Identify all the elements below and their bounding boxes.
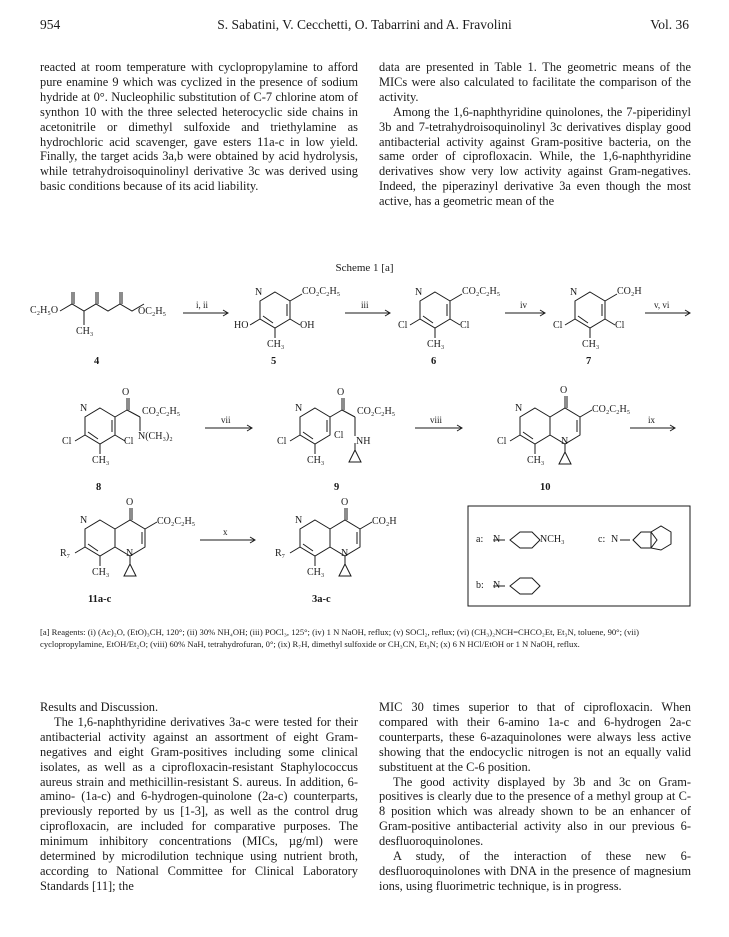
- reaction-scheme: [30, 278, 700, 623]
- atom-label: CH₃: [267, 339, 285, 350]
- structure-4: [60, 292, 144, 325]
- atom-label: N: [570, 287, 578, 298]
- atom-label: C₂H₅O: [30, 305, 59, 316]
- page-number: 954: [40, 17, 61, 32]
- scheme-title: Scheme 1 [a]: [335, 262, 394, 274]
- atom-label: N: [611, 534, 619, 545]
- atom-label: CH₃: [307, 567, 325, 578]
- atom-label: N: [255, 287, 263, 298]
- volume-label: Vol. 36: [650, 17, 689, 32]
- scheme-drawing: [30, 278, 700, 623]
- page-header: [40, 17, 689, 37]
- compound-number: 3a-c: [312, 594, 331, 605]
- atom-label: CO₂H: [372, 516, 397, 527]
- atom-label: N: [80, 403, 88, 414]
- atom-label: N(CH₃)₂: [138, 431, 173, 442]
- atom-label: Cl: [124, 436, 134, 447]
- structure-3a-c: [290, 508, 372, 576]
- scheme-footnote: [a] Reagents: (i) (Ac)₂O, (EtO)₃CH, 120°; (ii) 30% NH₄OH; (iii) POCl₃, 125°; (iv) 1 N NaOH, reflux; (v) SOCl₂, reflux; (vi) (CH₃)₂NCH=CHCO₂Et, Et₃N, toluene, 90°; (vii) cyclopropylamine, EtOH/Et₂O; (viii) 60% NaH, tetrahydrofuran, 0°; (ix) R₇H, dimethyl sulfoxide or CH₃CN, Et₃N; (x) 6 N HCl/EtOH or 1 N NaOH, reflux.: [40, 627, 639, 649]
- atom-label: N: [493, 534, 501, 545]
- atom-label: Cl: [62, 436, 72, 447]
- atom-label: N: [515, 403, 523, 414]
- atom-label: CO₂C₂H₅: [157, 516, 196, 527]
- paragraph: data are presented in Table 1. The geometric means of the MICs were also calculated to facilitate the comparison of the activity.: [379, 60, 691, 104]
- atom-label: Cl: [460, 320, 470, 331]
- atom-label: OC₂H₅: [138, 306, 167, 317]
- side-chain-label: a:: [476, 534, 484, 545]
- atom-label: R₇: [60, 548, 71, 559]
- paragraph: reacted at room temperature with cyclopropylamine to afford pure enamine 9 which was cyclized in the presence of sodium hydride at 0°. Nucleophilic substitution of C-7 chlorine atom of synthon 10 with the three selected heterocyclic side chains in acetonitrile or dimethyl sulfoxide and triethylamine as hydrochloric acid scavenger, gave esters 11a-c in low yield. Finally, the target acids 3a,b were obtained by acid hydrolysis, while tetrahydroisoquinolinyl derivative 3c was derived using basic conditions because of its acid liability.: [40, 60, 358, 194]
- atom-label: CO₂C₂H₅: [302, 286, 341, 297]
- atom-label: O: [126, 497, 134, 508]
- atom-label: N: [493, 580, 501, 591]
- paragraph: Among the 1,6-naphthyridine quinolones, the 7-piperidinyl 3b and 7-tetrahydroisoquinolinyl 3c derivatives display good antibacterial activity against Gram-positive bacteria, on the same order of ciprofloxacin. While, the 1,6-naphthyridine derivatives show very low activity against Gram-negatives. Indeed, the piperazinyl derivative 3a even though the most active, has a geometric mean of the: [379, 104, 691, 209]
- structure-7: [565, 292, 617, 338]
- reagent-label: iii: [361, 300, 369, 310]
- atom-label: O: [337, 387, 345, 398]
- atom-label: CO₂C₂H₅: [357, 406, 396, 417]
- reagent-label: v, vi: [654, 300, 670, 310]
- atom-label: HO: [234, 320, 249, 331]
- atom-label: NH: [356, 436, 371, 447]
- atom-label: Cl: [497, 436, 507, 447]
- atom-label: CH₃: [92, 455, 110, 466]
- atom-label: CH₃: [427, 339, 445, 350]
- reagent-label: i, ii: [196, 300, 209, 310]
- results-left-column: [40, 700, 358, 894]
- compound-number: 11a-c: [88, 594, 112, 605]
- reagent-label: x: [223, 527, 228, 537]
- running-authors: S. Sabatini, V. Cecchetti, O. Tabarrini and A. Fravolini: [217, 17, 512, 32]
- structure-6: [410, 292, 462, 338]
- atom-label: CH₃: [76, 326, 94, 337]
- paragraph: The good activity displayed by 3b and 3c on Gram-positives is clearly due to the presence of a methyl group at C-8 position which was already shown to be an enhancer of Gram-positive antibacterial activity also in our previous 6-desfluoroquinolones.: [379, 774, 691, 849]
- reagent-label: vii: [221, 415, 231, 425]
- atom-label: R₇: [275, 548, 286, 559]
- atom-label: CH₃: [307, 455, 325, 466]
- results-right-column: [379, 700, 691, 894]
- reagent-label: ix: [648, 415, 656, 425]
- atom-label: N: [295, 515, 303, 526]
- atom-label: CH₃: [92, 567, 110, 578]
- atom-label: Cl: [398, 320, 408, 331]
- tetrahydroisoquinoline-ring: [620, 526, 671, 550]
- atom-label: O: [122, 387, 130, 398]
- reagent-label: viii: [430, 415, 443, 425]
- compound-number: 7: [586, 356, 592, 367]
- atom-label: CO₂H: [617, 286, 642, 297]
- atom-label: N: [80, 515, 88, 526]
- atom-label: N: [561, 436, 569, 447]
- compound-number: 10: [540, 482, 551, 493]
- side-chain-box: [468, 506, 690, 606]
- atom-label: Cl: [277, 436, 287, 447]
- atom-label: Cl: [334, 430, 344, 441]
- compound-number: 5: [271, 356, 277, 367]
- side-chain-label: c:: [598, 534, 606, 545]
- top-left-column: [40, 60, 358, 194]
- atom-label: O: [560, 385, 568, 396]
- paragraph: A study, of the interaction of these new 6-desfluoroquinolones with DNA in the presence of magnesium ions, using fluorimetric technique, is in progress.: [379, 849, 691, 893]
- atom-label: N: [341, 548, 349, 559]
- top-right-column: [379, 60, 691, 209]
- structure-5: [250, 292, 302, 338]
- atom-label: CO₂C₂H₅: [462, 286, 501, 297]
- structure-11a-c: [75, 508, 157, 576]
- compound-number: 9: [334, 482, 340, 493]
- side-chain-label: b:: [476, 580, 484, 591]
- side-chain-group: NCH₃: [540, 534, 565, 545]
- reagent-label: iv: [520, 300, 528, 310]
- compound-number: 8: [96, 482, 102, 493]
- atom-label: N: [415, 287, 423, 298]
- atom-label: CH₃: [582, 339, 600, 350]
- section-heading: Results and Discussion.: [40, 700, 159, 714]
- atom-label: OH: [300, 320, 315, 331]
- atom-label: CO₂C₂H₅: [592, 404, 631, 415]
- atom-label: Cl: [553, 320, 563, 331]
- compound-number: 4: [94, 356, 100, 367]
- atom-label: O: [341, 497, 349, 508]
- atom-label: CO₂C₂H₅: [142, 406, 181, 417]
- atom-label: CH₃: [527, 455, 545, 466]
- atom-label: Cl: [615, 320, 625, 331]
- atom-label: N: [295, 403, 303, 414]
- paragraph: The 1,6-naphthyridine derivatives 3a-c were tested for their antibacterial activity against an assortment of eight Gram-negatives and eight Gram-positives including some clinical isolates, as well as a ciprofloxacin-resistant Staphylococcus aureus strain and methicillin-resistant S. aureus. In addition, 6-amino- (1a-c) and 6-hydrogen-quinolone (2a-c) counterparts, previously reported by us [1-3], as well as the control drug ciprofloxacin, are included for comparative purposes. The minimum inhibitory concentrations (MICs, µg/ml) were determined by microdilution technique using nutrient broth, according to National Committee for Clinical Laboratory Standards [11]; the: [40, 714, 358, 893]
- paragraph: MIC 30 times superior to that of ciprofloxacin. When compared with their 6-amino 1a-c and 6-hydrogen 2a-c counterparts, these 6-azaquinolones were always less active showing that the endocyclic nitrogen is not an equally valid substituent at the C-6 position.: [379, 700, 691, 774]
- atom-label: N: [126, 548, 134, 559]
- compound-number: 6: [431, 356, 437, 367]
- structure-10: [510, 396, 592, 464]
